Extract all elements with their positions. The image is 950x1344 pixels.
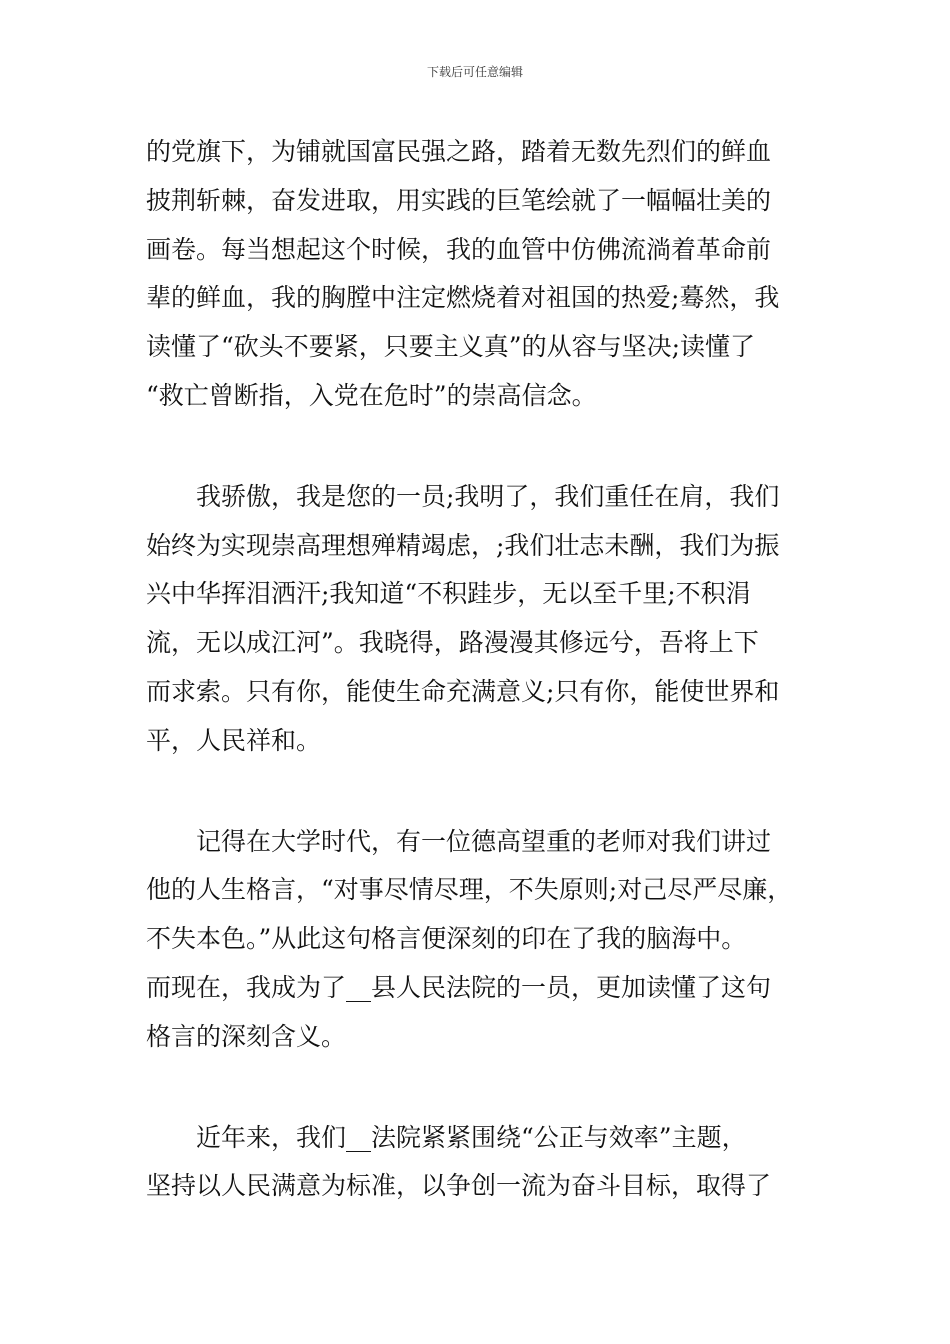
text-line: 坚持以人民满意为标准，以争创一流为奋斗目标，取得了 <box>146 1171 772 1201</box>
paragraph-3 <box>146 818 816 1062</box>
text-line: 的党旗下，为铺就国富民强之路，踏着无数先烈们的鲜血 <box>146 137 772 166</box>
paragraph-4 <box>146 1114 816 1212</box>
paragraph-gap <box>146 421 816 473</box>
document-body <box>146 128 816 1211</box>
text-line: 记得在大学时代，有一位德高望重的老师对我们讲过 <box>146 826 772 856</box>
text-line: 我骄傲，我是您的一员;我明了，我们重任在肩，我们 <box>146 481 780 511</box>
text-line: “救亡曾断指，入党在危时”的崇高信念。 <box>146 380 597 410</box>
page-header-note: 下载后可任意编辑 <box>426 65 523 79</box>
paragraph-gap <box>146 766 816 818</box>
text-line: 始终为实现崇高理想殚精竭虑，;我们壮志未酬，我们为振 <box>146 530 780 560</box>
paragraph-gap <box>146 1062 816 1114</box>
text-line: 辈的鲜血，我的胸膛中注定燃烧着对祖国的热爱;蓦然，我 <box>146 283 780 313</box>
text-line: 流，无以成江河”。我晓得，路漫漫其修远兮，吾将上下 <box>146 628 759 658</box>
text-line: 兴中华挥泪洒汗;我知道“不积跬步，无以至千里;不积涓 <box>146 579 751 609</box>
text-line: 读懂了“砍头不要紧，只要主义真”的从容与坚决;读懂了 <box>146 332 755 362</box>
text-line: 格言的深刻含义。 <box>146 1021 347 1051</box>
paragraph-2 <box>146 473 816 766</box>
text-line: 而现在，我成为了__县人民法院的一员，更加读懂了这句 <box>146 972 772 1002</box>
text-line: 画卷。每当想起这个时候，我的血管中仿佛流淌着革命前 <box>146 234 772 264</box>
text-line: 他的人生格言，“对事尽情尽理，不失原则;对己尽严尽廉， <box>146 875 793 905</box>
text-line: 不失本色。”从此这句格言便深刻的印在了我的脑海中。 <box>146 924 747 954</box>
text-line: 平，人民祥和。 <box>146 725 322 755</box>
text-line: 而求索。只有你，能使生命充满意义;只有你，能使世界和 <box>146 676 780 706</box>
paragraph-1 <box>146 128 816 421</box>
text-line: 披荆斩棘，奋发进取，用实践的巨笔绘就了一幅幅壮美的 <box>146 185 772 215</box>
text-line: 近年来，我们__法院紧紧围绕“公正与效率”主题， <box>146 1122 747 1152</box>
